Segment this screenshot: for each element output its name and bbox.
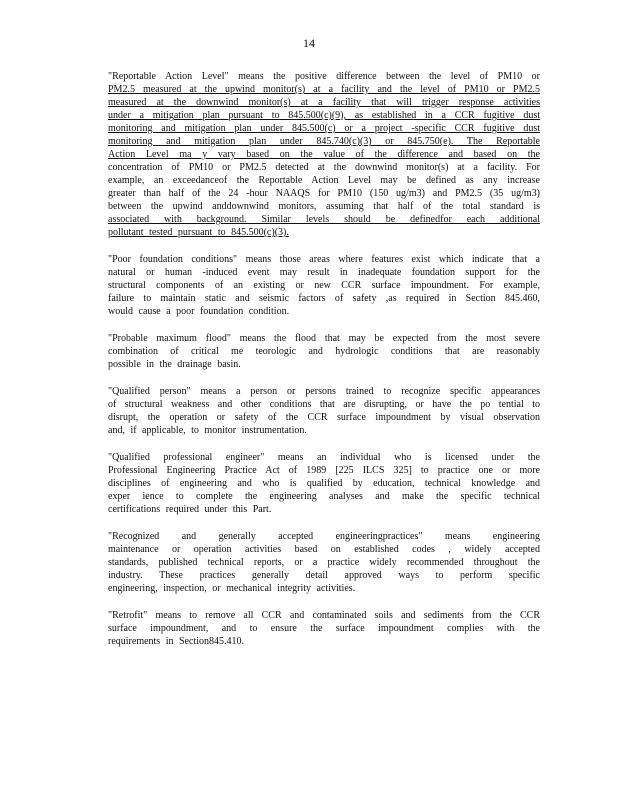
definition-line: industry. These practices generally detail approved ways to perform specific	[108, 570, 540, 581]
definition-line: maintenance or operation activities based on established codes , widely accepted	[108, 544, 540, 555]
definition-line: monitoring and mitigation plan under 845.500(c) or a project -specific CCR fugitive dust	[108, 123, 540, 134]
definition-line: possible in the drainage basin.	[108, 359, 241, 370]
definition-line: requirements in Section845.410.	[108, 636, 244, 647]
definition-poor-foundation-conditions	[108, 253, 540, 318]
definition-line: engineering, inspection, or mechanical integrity activities.	[108, 583, 356, 594]
definition-line: of structural weakness and other conditions that are disrupting, or have the po tential to	[108, 399, 540, 410]
definition-line: measured at the downwind monitor(s) at a facility that will trigger response activities	[108, 97, 540, 108]
definition-line: pollutant tested pursuant to 845.500(c)(3).	[108, 227, 289, 238]
definition-qualified-person	[108, 385, 540, 437]
definition-line: surface impoundment, and to ensure the surface impoundment complies with the	[108, 623, 540, 634]
definition-line: Professional Engineering Practice Act of 1989 [225 ILCS 325] to practice one or more	[108, 465, 540, 476]
definition-line: "Qualified person" means a person or persons trained to recognize specific appearances	[108, 386, 540, 397]
definition-line: "Retrofit" means to remove all CCR and contaminated soils and sediments from the CCR	[108, 610, 540, 621]
definitions-section	[108, 70, 540, 662]
definition-line: monitoring and mitigation plan under 845.740(c)(3) or 845.750(e). The Reportable	[108, 136, 540, 147]
definition-line: structural components of an existing or new CCR surface impoundment. For example,	[108, 280, 540, 291]
definition-line: concentration of PM10 or PM2.5 detected at the downwind monitor(s) at a facility. For	[108, 162, 540, 173]
definition-line: certifications required under this Part.	[108, 504, 272, 515]
definition-line: "Recognized and generally accepted engineeringpractices" means engineering	[108, 531, 540, 542]
definition-line: disrupt, the operation or safety of the CCR surface impoundment by visual observation	[108, 412, 540, 423]
definition-recognized-engineering-practices	[108, 530, 540, 595]
definition-reportable-action-level	[108, 70, 540, 239]
definition-line: exper ience to complete the engineering analyses and make the specific technical	[108, 491, 540, 502]
definition-line: greater than half of the 24 -hour NAAQS for PM10 (150 ug/m3) and PM2.5 (35 ug/m3)	[108, 188, 540, 199]
definition-line: would cause a poor foundation condition.	[108, 306, 290, 317]
definition-line: PM2.5 measured at the upwind monitor(s) at a facility and the level of PM10 or PM2.5	[108, 84, 540, 95]
definition-line: standards, published technical reports, or a practice widely recommended throughout the	[108, 557, 540, 568]
definition-line: "Qualified professional engineer" means an individual who is licensed under the	[108, 452, 540, 463]
definition-line: example, an exceedanceof the Reportable Action Level may be defined as any increase	[108, 175, 540, 186]
definition-line: "Poor foundation conditions" means those areas where features exist which indicate that a	[108, 254, 540, 265]
page-number: 14	[303, 36, 315, 50]
definition-line: combination of critical me teorologic and hydrologic conditions that are reasonably	[108, 346, 540, 357]
definition-line: between the upwind anddownwind monitors, assuming that half of the total standard is	[108, 201, 540, 212]
definition-line: failure to maintain static and seismic factors of safety ,as required in Section 845.460,	[108, 293, 540, 304]
definition-probable-maximum-flood	[108, 332, 540, 371]
definition-qualified-professional-engineer	[108, 451, 540, 516]
definition-line: disciplines of engineering and who is qualified by education, technical knowledge and	[108, 478, 540, 489]
definition-line: natural or human -induced event may result in inadequate foundation support for the	[108, 267, 540, 278]
definition-line: under a mitigation plan pursuant to 845.500(c)(9), as established in a CCR fugitive dust	[108, 110, 540, 121]
definition-line: associated with background. Similar levels should be definedfor each additional	[108, 214, 540, 225]
definition-line: and, if applicable, to monitor instrumentation.	[108, 425, 307, 436]
definition-retrofit	[108, 609, 540, 648]
definition-line: "Probable maximum flood" means the flood that may be expected from the most severe	[108, 333, 540, 344]
definition-line: Action Level ma y vary based on the value of the difference and based on the	[108, 149, 540, 160]
definition-line: "Reportable Action Level" means the positive difference between the level of PM10 or	[108, 71, 540, 82]
